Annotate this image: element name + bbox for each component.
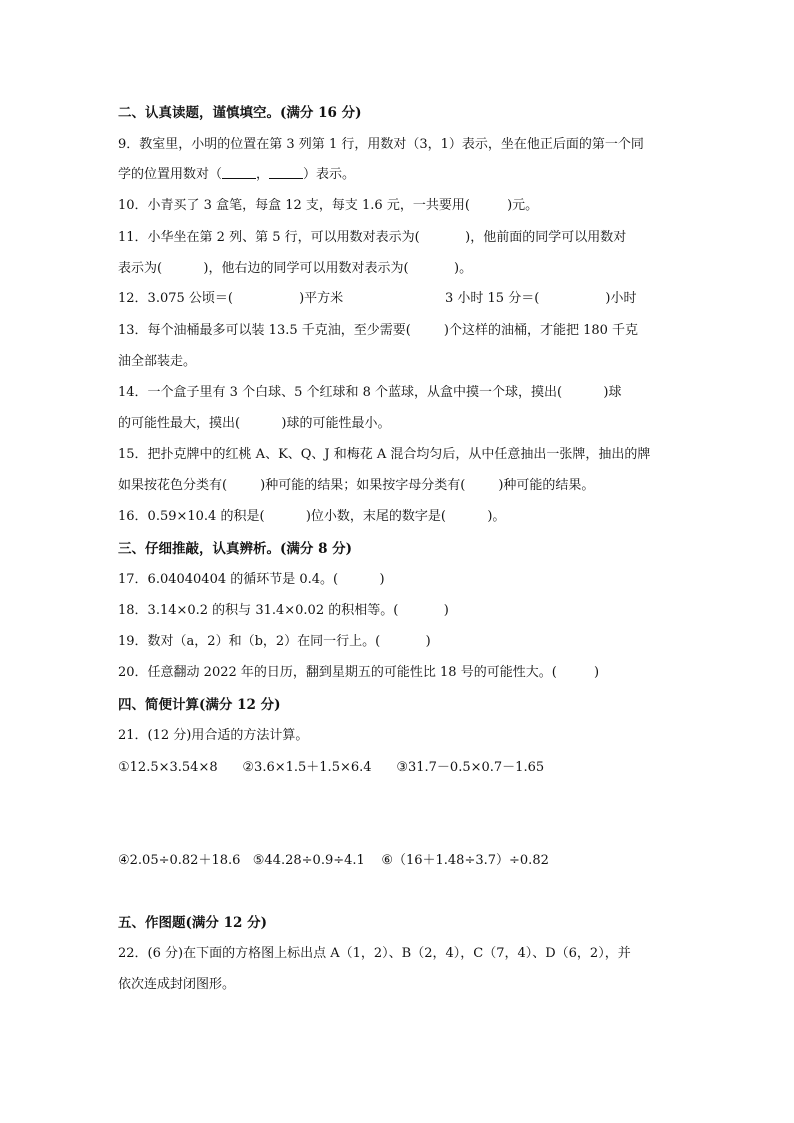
question-11-line-1: 11．小华坐在第 2 列、第 5 行，可以用数对表示为( )，他前面的同学可以用数对 [118, 230, 627, 245]
question-21-row-2: ④2.05÷0.82＋18.6 ⑤44.28÷0.9÷4.1 ⑥（16＋1.48÷3.7）÷0.82 [118, 853, 549, 868]
section-3-heading: 三、仔细推敲，认真辨析。(满分 8 分) [118, 541, 353, 557]
question-9-text-start: 学的位置用数对（ [118, 167, 223, 182]
question-17: 17．6.04040404 的循环节是 0.4。( ) [118, 572, 385, 587]
question-12-part-2: 3 小时 15 分＝( )小时 [445, 291, 637, 306]
question-14-line-1: 14．一个盒子里有 3 个白球、5 个红球和 8 个蓝球，从盒中摸一个球，摸出( )球 [118, 385, 622, 400]
question-20: 20．任意翻动 2022 年的日历，翻到星期五的可能性比 18 号的可能性大。( ) [118, 665, 600, 680]
question-14-line-2: 的可能性最大，摸出( )球的可能性最小。 [118, 416, 391, 431]
question-19: 19．数对（a，2）和（b，2）在同一行上。( ) [118, 634, 431, 649]
question-21-title: 21．(12 分)用合适的方法计算。 [118, 728, 309, 743]
question-13-line-1: 13．每个油桶最多可以装 13.5 千克油，至少需要( )个这样的油桶，才能把 180 千克 [118, 323, 639, 338]
question-12-part-1: 12．3.075 公顷＝( )平方米 [118, 291, 344, 306]
section-4-heading: 四、简便计算(满分 12 分) [118, 697, 281, 713]
question-13-line-2: 油全部装走。 [118, 354, 197, 369]
question-11-line-2: 表示为( )，他右边的同学可以用数对表示为( )。 [118, 261, 473, 276]
section-2-heading: 二、认真读题，谨慎填空。(满分 16 分) [118, 105, 362, 121]
question-9-line-2 [118, 166, 355, 184]
question-9-comma: ， [256, 167, 270, 182]
question-21-row-1: ①12.5×3.54×8 ②3.6×1.5＋1.5×6.4 ③31.7－0.5×0.7－1.65 [118, 760, 545, 775]
answer-blank-9a[interactable] [222, 166, 256, 179]
question-10: 10．小青买了 3 盒笔，每盒 12 支，每支 1.6 元，一共要用( )元。 [118, 198, 539, 213]
question-16: 16．0.59×10.4 的积是( )位小数，末尾的数字是( )。 [118, 509, 506, 524]
question-22-line-1: 22．(6 分)在下面的方格图上标出点 A（1，2）、B（2，4），C（7，4）、D（6，2），并 [118, 946, 631, 961]
question-22-line-2: 依次连成封闭图形。 [118, 977, 236, 992]
answer-blank-9b[interactable] [269, 166, 303, 179]
question-9-line-1: 9．教室里，小明的位置在第 3 列第 1 行，用数对（3，1）表示，坐在他正后面的第一个同 [118, 137, 644, 152]
question-9-text-end: ）表示。 [303, 167, 356, 182]
question-15-line-1: 15．把扑克牌中的红桃 A、K、Q、J 和梅花 A 混合均匀后，从中任意抽出一张牌，抽出的牌 [118, 447, 651, 462]
question-15-line-2: 如果按花色分类有( )种可能的结果；如果按字母分类有( )种可能的结果。 [118, 478, 595, 493]
question-18: 18．3.14×0.2 的积与 31.4×0.02 的积相等。( ) [118, 603, 449, 618]
section-5-heading: 五、作图题(满分 12 分) [118, 915, 267, 931]
